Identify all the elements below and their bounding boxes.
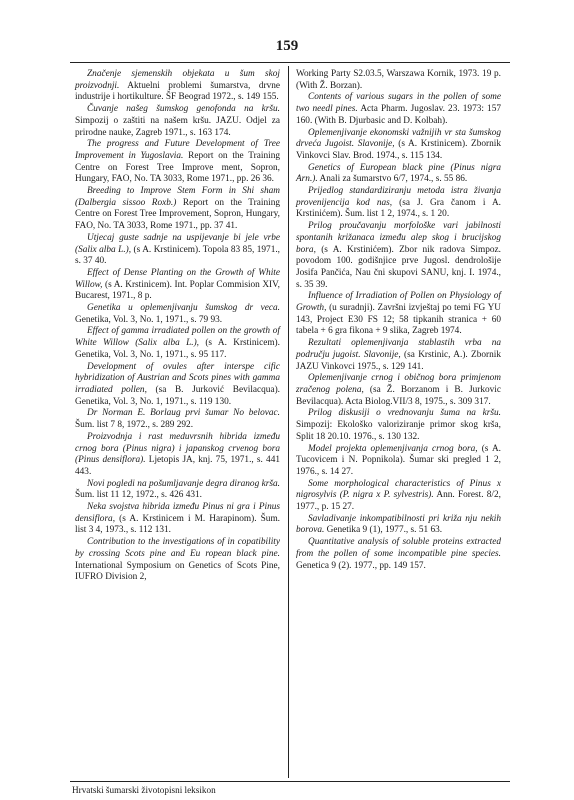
bibliography-entry	[296, 444, 501, 479]
entry-title: Influence of Irradiation of Pollen on Physiology of Growth,	[296, 291, 501, 314]
entry-title: Rezultati oplemenjivanja stablastih vrba na području jugoist. Slavonije,	[296, 338, 501, 360]
entry-details: Anali za šumarstvo 6/7, 1974., s. 55 86.	[317, 174, 468, 185]
entry-details: (s A. Krstinicem). Int. Poplar Commision XIV, Bucarest, 1971., 8 p.	[75, 279, 280, 302]
entry-title: Značenje sjemenskih objekata u šum skoj proizvodnji.	[75, 69, 280, 91]
entry-title: Effect of gamma irradiated pollen on the growth of White Willow (Salix alba L.),	[75, 326, 280, 349]
entry-details: Genetika 9 (1), 1977., s. 51 63.	[324, 525, 443, 536]
entry-details: (s A. Krstinićem). Zbor nik radova Simpoz. povodom 100. godišnjice prve Jugosl. dendrološije Josifa Pančića, Nau čni skupovi SANU, knj. I. 1974., s. 35 39.	[296, 244, 501, 290]
entry-details: Working Party S2.03.5, Warszawa Kornik, 1973. 19 p. (With Ž. Borzan).	[296, 69, 501, 91]
bibliography-entry	[75, 362, 280, 409]
bibliography-entry	[75, 186, 280, 233]
bibliography-entry	[75, 233, 280, 268]
bibliography-entry	[296, 186, 501, 221]
entry-details: (sa Krstinic, A.). Zbornik JAZU Vinkovci 1975., s. 129 141.	[296, 349, 501, 372]
bibliography-entry	[75, 479, 280, 502]
entry-title: Some morphological characteristics of Pinus x nigrosylvis (P. nigra x P. sylvestris).	[296, 478, 501, 501]
entry-title: Quantitative analysis of soluble proteins extracted from the pollen of some incompatible pine species.	[296, 537, 501, 559]
bibliography-entry	[75, 104, 280, 139]
bibliography-entry	[75, 408, 280, 431]
bibliography-entry	[296, 92, 501, 127]
entry-title: Neka svojstva hibrida između Pinus ni gra i Pinus densiflora,	[75, 502, 280, 524]
entry-title: Contribution to the investigations of in copatibility by crossing Scots pine and Eu ropean black pine.	[75, 537, 280, 559]
bottom-rule	[70, 781, 510, 782]
entry-details: (s A. Krstinicem). Genetika, Vol. 3, No. 1, 1971., s. 95 117.	[75, 338, 280, 360]
bibliography-entry	[296, 128, 501, 163]
entry-details: Ljetopis JA, knj. 75, 1971., s. 441 443.	[75, 455, 280, 477]
bibliography-entry	[75, 69, 280, 104]
bibliography-entry	[296, 163, 501, 186]
entry-details: (s A. Krstinicem). Topola 83 85, 1971., s. 37 40.	[75, 244, 281, 267]
entry-details: (u suradnji). Završni izvještaj po temi FG YU 143, Project E30 FS 12; 58 tipkanih stranica + 60 tabela + 6 gra fikona + 9 slika, Zagreb 1974.	[296, 303, 501, 337]
entry-details: Report on the Training Centre on Forest Tree Improvement, Sopron, Hungary, FAO, No. TA 3033, Rome 1971., pp. 37 41.	[75, 197, 280, 232]
footer-title: Hrvatski šumarski životopisni leksikon	[72, 785, 216, 795]
entry-details: Acta Pharm. Jugoslav. 23. 1973: 157 160. (With B. Djurbasic and D. Kolbah).	[296, 104, 501, 126]
bibliography-entry	[75, 537, 280, 584]
bibliography-entry	[296, 373, 501, 408]
bibliography-entry	[296, 537, 501, 572]
entry-details: Simpozij o zaštiti na našem kršu. JAZU. Odjel za prirodne nauke, Zagreb 1971., s. 163 174.	[75, 115, 280, 138]
bibliography-entry	[296, 291, 501, 338]
entry-details: (s A. Krstinicem i M. Harapinom). Šum. list 3 4, 1973., s. 112 131.	[75, 513, 280, 536]
entry-details: Šum. list 11 12, 1972., s. 426 431.	[75, 490, 202, 501]
entry-details: Simpozij: Ekološko valoriziranje primor skog krša, Split 18 20.10. 1976., s. 130 132.	[296, 420, 501, 442]
left-column	[75, 69, 280, 584]
bibliography-entry	[296, 408, 501, 443]
entry-details: Genetica 9 (2). 1977., pp. 149 157.	[296, 560, 426, 571]
entry-details: (s A. Krstinicem). Zbornik Vinkovci Slav. Brod. 1974., s. 115 134.	[296, 139, 501, 161]
entry-title: Effect of Dense Planting on the Growth of White Willow,	[75, 267, 280, 290]
column-divider	[288, 66, 289, 778]
bibliography-entry	[296, 514, 501, 537]
bibliography-entry	[75, 303, 280, 326]
entry-title: Prilog proučavanju morfološke vari jabilnosti spontanih križanaca između alep skog i brucijskog bora,	[296, 221, 501, 255]
bibliography-entry	[75, 268, 280, 303]
entry-title: Development of ovules after interspe cific hybridization of Austrian and Scots pines with gamma irradiated pollen,	[75, 361, 280, 395]
entry-details: Genetika, Vol. 3, No. 1, 1971., s. 79 93.	[75, 314, 223, 325]
entry-title: Oplemenjivanje crnog i običnog bora primjenom zračenog polena,	[296, 373, 501, 395]
entry-details: (sa J. Gra čanom i A. Krstinićem). Šum. list 1 2, 1974., s. 1 20.	[296, 197, 501, 220]
entry-title: Contents of various sugars in the pollen of some two needl pines.	[296, 92, 501, 115]
entry-title: Proizvodnja i rast meduvrsnih hibrida između crnog bora (Pinus nigra) i japanskog crvenog bora (Pinus densiflora).	[75, 431, 280, 466]
bibliography-entry	[296, 338, 501, 373]
entry-title: Utjecaj guste sadnje na uspijevanje bi jele vrbe (Salix alba L.),	[75, 232, 280, 255]
entry-details: International Symposium on Genetics of Scots Pine, IUFRO Division 2,	[75, 560, 280, 583]
bibliography-entry	[75, 139, 280, 186]
entry-title: Oplemenjivanje ekonomski važnijih vr sta šumskog drveća Jugoist. Slavonije,	[296, 127, 501, 150]
entry-title: Savladivanje inkompatibilnosti pri križa nju nekih borova.	[296, 513, 501, 536]
bibliography-entry	[75, 502, 280, 537]
entry-details: (sa Ž. Borzanom i B. Jurkovic Bevilacqua). Acta Biolog.VII/3 8, 1975., s. 309 317.	[296, 384, 501, 407]
entry-details: Šum. list 7 8, 1972., s. 289 292.	[75, 420, 194, 431]
entry-title: Dr Norman E. Borlaug prvi šumar No belovac.	[87, 408, 280, 419]
top-rule	[70, 62, 510, 63]
bibliography-entry	[296, 69, 501, 92]
entry-details: (s A. Tucovicem i N. Popnikola). Šumar ski pregled 1 2, 1976., s. 14 27.	[296, 443, 502, 477]
entry-details: Aktuelni problemi šumarstva, drvne industrije i hortikulture. ŠF Beograd 1972., s. 149 155.	[75, 80, 280, 103]
page-number: 159	[275, 38, 299, 54]
bibliography-entry	[296, 221, 501, 291]
entry-details: (sa B. Jurković Bevilacqua). Genetika, Vol. 3, No. 1, 1971., s. 119 130.	[75, 384, 280, 407]
entry-title: Čuvanje našeg šumskog genofonda na kršu.	[87, 104, 280, 115]
entry-title: Novi pogledi na pošumljavanje degra diranog krša.	[87, 478, 280, 489]
right-column	[296, 69, 501, 572]
entry-title: Model projekta oplemenjivanja crnog bora,	[308, 443, 478, 454]
entry-title: Genetika u oplemenjivanju šumskog dr veca.	[87, 303, 280, 314]
entry-title: Breeding to Improve Stem Form in Shi sham (Dalbergia sissoo Roxb.)	[75, 186, 280, 208]
entry-title: The progress and Future Development of Tree Improvement in Yugoslavia.	[75, 139, 280, 161]
entry-title: Genetics of European black pine (Pinus nigra Arn.).	[296, 162, 501, 185]
entry-title: Prilog diskusiji o vrednovanju šuma na kršu.	[308, 408, 501, 419]
entry-details: Ann. Forest. 8/2, 1977., p. 15 27.	[296, 490, 501, 513]
bibliography-entry	[75, 432, 280, 479]
entry-title: Prijedlog standardiziranju metoda istra živanja provenijencija kod nas,	[296, 186, 501, 208]
entry-details: Report on the Training Centre on Forest Tree Improve ment, Sopron, Hungary, FAO, No. TA 3033, Rome 1971., pp. 26 36.	[75, 150, 280, 185]
bibliography-entry	[75, 326, 280, 361]
bibliography-entry	[296, 479, 501, 514]
